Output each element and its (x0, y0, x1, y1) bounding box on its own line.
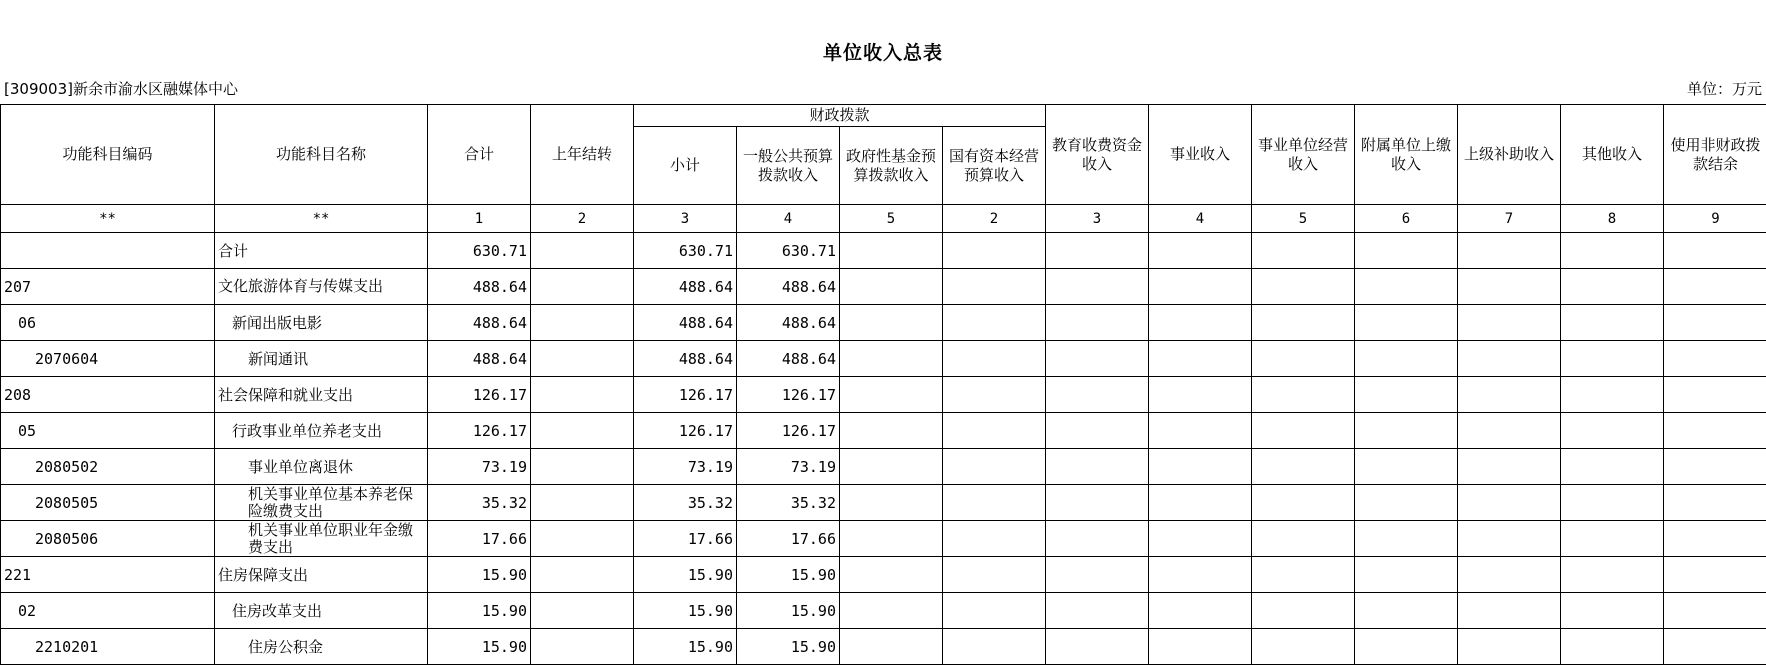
total-cell: 488.64 (428, 305, 531, 341)
table-row (1, 485, 1766, 521)
empty-cell (1046, 485, 1149, 521)
empty-cell (1252, 269, 1355, 305)
name-cell: 行政事业单位养老支出 (215, 413, 428, 449)
carryover-cell (531, 593, 634, 629)
unit-name: [309003]新余市渝水区融媒体中心 (4, 80, 238, 98)
empty-cell (1458, 377, 1561, 413)
total-cell: 17.66 (428, 521, 531, 557)
empty-cell (943, 377, 1046, 413)
header-gov-fund: 政府性基金预算拨款收入 (840, 127, 943, 205)
empty-cell (1561, 449, 1664, 485)
general-budget-cell: 35.32 (737, 485, 840, 521)
subtotal-cell: 488.64 (634, 341, 737, 377)
index-cell: 3 (1046, 205, 1149, 233)
empty-cell (943, 449, 1046, 485)
empty-cell (1046, 305, 1149, 341)
empty-cell (1664, 449, 1766, 485)
code-cell: 2080506 (1, 521, 215, 557)
empty-cell (1355, 557, 1458, 593)
header-state-capital: 国有资本经营预算收入 (943, 127, 1046, 205)
subtotal-cell: 15.90 (634, 557, 737, 593)
empty-cell (943, 341, 1046, 377)
index-cell: 3 (634, 205, 737, 233)
empty-cell (1149, 269, 1252, 305)
empty-cell (1355, 377, 1458, 413)
general-budget-cell: 488.64 (737, 269, 840, 305)
empty-cell (1664, 413, 1766, 449)
empty-cell (943, 629, 1046, 665)
table-row (1, 557, 1766, 593)
carryover-cell (531, 629, 634, 665)
empty-cell (1252, 341, 1355, 377)
table-row (1, 413, 1766, 449)
general-budget-cell: 126.17 (737, 377, 840, 413)
empty-cell (1046, 593, 1149, 629)
code-cell: 207 (1, 269, 215, 305)
empty-cell (943, 269, 1046, 305)
empty-cell (1046, 413, 1149, 449)
total-cell: 488.64 (428, 269, 531, 305)
table-row (1, 377, 1766, 413)
general-budget-cell: 15.90 (737, 629, 840, 665)
header-subsidiary-income: 附属单位上缴收入 (1355, 105, 1458, 205)
empty-cell (1561, 521, 1664, 557)
table-row (1, 233, 1766, 269)
carryover-cell (531, 305, 634, 341)
empty-cell (1664, 269, 1766, 305)
carryover-cell (531, 233, 634, 269)
subtotal-cell: 630.71 (634, 233, 737, 269)
empty-cell (1149, 449, 1252, 485)
empty-cell (1664, 341, 1766, 377)
empty-cell (840, 557, 943, 593)
index-cell: 2 (531, 205, 634, 233)
table-row (1, 305, 1766, 341)
general-budget-cell: 126.17 (737, 413, 840, 449)
subtotal-cell: 73.19 (634, 449, 737, 485)
empty-cell (1458, 341, 1561, 377)
index-cell: 9 (1664, 205, 1766, 233)
empty-cell (1149, 377, 1252, 413)
table-body (1, 205, 1766, 665)
index-cell: 2 (943, 205, 1046, 233)
total-cell: 126.17 (428, 413, 531, 449)
empty-cell (943, 557, 1046, 593)
empty-cell (1046, 377, 1149, 413)
carryover-cell (531, 413, 634, 449)
name-cell: 住房公积金 (215, 629, 428, 665)
general-budget-cell: 630.71 (737, 233, 840, 269)
empty-cell (1458, 413, 1561, 449)
index-cell: ** (215, 205, 428, 233)
name-cell: 合计 (215, 233, 428, 269)
general-budget-cell: 15.90 (737, 557, 840, 593)
empty-cell (1046, 557, 1149, 593)
empty-cell (840, 593, 943, 629)
total-cell: 126.17 (428, 377, 531, 413)
table-row (1, 449, 1766, 485)
page-title: 单位收入总表 (822, 42, 943, 64)
empty-cell (840, 449, 943, 485)
empty-cell (1561, 377, 1664, 413)
empty-cell (1664, 629, 1766, 665)
empty-cell (943, 305, 1046, 341)
empty-cell (1149, 413, 1252, 449)
empty-cell (840, 485, 943, 521)
general-budget-cell: 17.66 (737, 521, 840, 557)
code-cell: 02 (1, 593, 215, 629)
code-cell: 2080502 (1, 449, 215, 485)
empty-cell (1355, 485, 1458, 521)
index-cell: 5 (840, 205, 943, 233)
empty-cell (1355, 521, 1458, 557)
header-fiscal-group: 财政拨款 (634, 105, 1046, 127)
header-general-budget: 一般公共预算拨款收入 (737, 127, 840, 205)
empty-cell (1046, 629, 1149, 665)
total-cell: 73.19 (428, 449, 531, 485)
carryover-cell (531, 269, 634, 305)
header-operating-income: 事业单位经营收入 (1252, 105, 1355, 205)
empty-cell (1252, 413, 1355, 449)
index-row (1, 205, 1766, 233)
income-summary-table (0, 104, 1766, 665)
empty-cell (1355, 449, 1458, 485)
total-cell: 15.90 (428, 629, 531, 665)
header-carryover: 上年结转 (531, 105, 634, 205)
empty-cell (840, 413, 943, 449)
subtotal-cell: 488.64 (634, 305, 737, 341)
code-cell: 2080505 (1, 485, 215, 521)
table-row (1, 629, 1766, 665)
header-edu-fee: 教育收费资金收入 (1046, 105, 1149, 205)
empty-cell (943, 233, 1046, 269)
name-cell: 住房保障支出 (215, 557, 428, 593)
general-budget-cell: 488.64 (737, 341, 840, 377)
total-cell: 15.90 (428, 593, 531, 629)
empty-cell (1252, 485, 1355, 521)
empty-cell (840, 269, 943, 305)
empty-cell (1664, 521, 1766, 557)
name-cell: 新闻出版电影 (215, 305, 428, 341)
unit-label: 单位：万元 (1686, 80, 1762, 98)
empty-cell (840, 629, 943, 665)
empty-cell (1458, 521, 1561, 557)
table-row (1, 593, 1766, 629)
empty-cell (1561, 593, 1664, 629)
empty-cell (1664, 485, 1766, 521)
index-cell: 6 (1355, 205, 1458, 233)
empty-cell (1561, 269, 1664, 305)
general-budget-cell: 73.19 (737, 449, 840, 485)
header-name: 功能科目名称 (215, 105, 428, 205)
name-cell: 机关事业单位职业年金缴费支出 (215, 521, 428, 557)
code-cell: 2070604 (1, 341, 215, 377)
header-business-income: 事业收入 (1149, 105, 1252, 205)
index-cell: 7 (1458, 205, 1561, 233)
empty-cell (1458, 485, 1561, 521)
subtotal-cell: 35.32 (634, 485, 737, 521)
empty-cell (1561, 233, 1664, 269)
table-row (1, 269, 1766, 305)
name-cell: 住房改革支出 (215, 593, 428, 629)
general-budget-cell: 488.64 (737, 305, 840, 341)
carryover-cell (531, 521, 634, 557)
subtotal-cell: 15.90 (634, 629, 737, 665)
empty-cell (840, 521, 943, 557)
total-cell: 35.32 (428, 485, 531, 521)
table-row (1, 341, 1766, 377)
name-cell: 社会保障和就业支出 (215, 377, 428, 413)
empty-cell (1664, 377, 1766, 413)
name-cell: 机关事业单位基本养老保险缴费支出 (215, 485, 428, 521)
index-cell: 4 (1149, 205, 1252, 233)
carryover-cell (531, 449, 634, 485)
empty-cell (1046, 269, 1149, 305)
header-code: 功能科目编码 (1, 105, 215, 205)
code-cell: 06 (1, 305, 215, 341)
empty-cell (1458, 449, 1561, 485)
index-cell: ** (1, 205, 215, 233)
empty-cell (1252, 629, 1355, 665)
empty-cell (1149, 233, 1252, 269)
empty-cell (1458, 269, 1561, 305)
empty-cell (1561, 341, 1664, 377)
empty-cell (1149, 629, 1252, 665)
code-cell (1, 233, 215, 269)
carryover-cell (531, 377, 634, 413)
general-budget-cell: 15.90 (737, 593, 840, 629)
empty-cell (1252, 305, 1355, 341)
empty-cell (1046, 521, 1149, 557)
empty-cell (1252, 233, 1355, 269)
carryover-cell (531, 557, 634, 593)
header-superior-subsidy: 上级补助收入 (1458, 105, 1561, 205)
empty-cell (1664, 305, 1766, 341)
index-cell: 8 (1561, 205, 1664, 233)
table-row (1, 521, 1766, 557)
code-cell: 2210201 (1, 629, 215, 665)
empty-cell (1149, 593, 1252, 629)
empty-cell (1046, 341, 1149, 377)
empty-cell (1149, 305, 1252, 341)
empty-cell (1355, 233, 1458, 269)
subtotal-cell: 488.64 (634, 269, 737, 305)
empty-cell (1458, 593, 1561, 629)
header-non-fiscal-balance: 使用非财政拨款结余 (1664, 105, 1766, 205)
subtotal-cell: 15.90 (634, 593, 737, 629)
empty-cell (1355, 413, 1458, 449)
empty-cell (1561, 305, 1664, 341)
empty-cell (1149, 485, 1252, 521)
empty-cell (1355, 269, 1458, 305)
empty-cell (840, 341, 943, 377)
subtotal-cell: 17.66 (634, 521, 737, 557)
header-other-income: 其他收入 (1561, 105, 1664, 205)
total-cell: 488.64 (428, 341, 531, 377)
empty-cell (1046, 233, 1149, 269)
empty-cell (1458, 557, 1561, 593)
empty-cell (1355, 341, 1458, 377)
index-cell: 4 (737, 205, 840, 233)
empty-cell (943, 593, 1046, 629)
code-cell: 208 (1, 377, 215, 413)
empty-cell (1252, 377, 1355, 413)
empty-cell (943, 413, 1046, 449)
empty-cell (1149, 341, 1252, 377)
empty-cell (840, 233, 943, 269)
empty-cell (1252, 557, 1355, 593)
total-cell: 15.90 (428, 557, 531, 593)
total-cell: 630.71 (428, 233, 531, 269)
name-cell: 新闻通讯 (215, 341, 428, 377)
empty-cell (1458, 629, 1561, 665)
empty-cell (1149, 557, 1252, 593)
name-cell: 文化旅游体育与传媒支出 (215, 269, 428, 305)
empty-cell (1458, 305, 1561, 341)
header-subtotal: 小计 (634, 127, 737, 205)
empty-cell (1355, 305, 1458, 341)
index-cell: 1 (428, 205, 531, 233)
subtotal-cell: 126.17 (634, 413, 737, 449)
empty-cell (840, 305, 943, 341)
subtotal-cell: 126.17 (634, 377, 737, 413)
empty-cell (1458, 233, 1561, 269)
empty-cell (1561, 413, 1664, 449)
empty-cell (1561, 629, 1664, 665)
carryover-cell (531, 485, 634, 521)
name-cell: 事业单位离退休 (215, 449, 428, 485)
index-cell: 5 (1252, 205, 1355, 233)
empty-cell (1252, 521, 1355, 557)
empty-cell (840, 377, 943, 413)
empty-cell (1664, 593, 1766, 629)
empty-cell (1561, 557, 1664, 593)
code-cell: 221 (1, 557, 215, 593)
carryover-cell (531, 341, 634, 377)
empty-cell (1046, 449, 1149, 485)
header-total: 合计 (428, 105, 531, 205)
empty-cell (1149, 521, 1252, 557)
empty-cell (1252, 593, 1355, 629)
empty-cell (1355, 593, 1458, 629)
empty-cell (1355, 629, 1458, 665)
empty-cell (1561, 485, 1664, 521)
empty-cell (943, 485, 1046, 521)
code-cell: 05 (1, 413, 215, 449)
empty-cell (943, 521, 1046, 557)
empty-cell (1664, 233, 1766, 269)
empty-cell (1252, 449, 1355, 485)
empty-cell (1664, 557, 1766, 593)
